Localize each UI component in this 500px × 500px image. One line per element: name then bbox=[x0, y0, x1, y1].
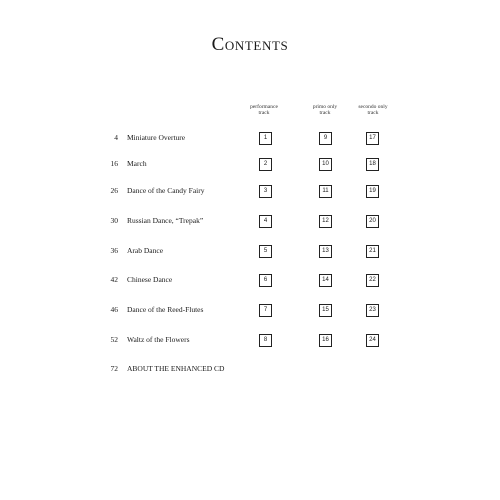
toc-row bbox=[0, 131, 500, 145]
track-number-box: 20 bbox=[366, 215, 379, 228]
column-header-secondo bbox=[343, 104, 403, 116]
track-number-box: 17 bbox=[366, 132, 379, 145]
toc-page-number: 42 bbox=[110, 275, 118, 284]
track-number-box: 16 bbox=[319, 334, 332, 347]
track-number-box: 21 bbox=[366, 245, 379, 258]
track-number-box: 3 bbox=[259, 185, 272, 198]
track-number-box: 19 bbox=[366, 185, 379, 198]
toc-title: March bbox=[127, 159, 147, 168]
toc-page-number: 16 bbox=[110, 159, 118, 168]
column-header-line: track bbox=[258, 110, 270, 116]
track-number-box: 5 bbox=[259, 245, 272, 258]
toc-title: Dance of the Candy Fairy bbox=[127, 186, 205, 195]
track-number-box: 7 bbox=[259, 304, 272, 317]
toc-row bbox=[0, 214, 500, 228]
toc-title: Dance of the Reed-Flutes bbox=[127, 305, 204, 314]
column-header-line: primo only bbox=[312, 104, 338, 110]
track-number-box: 1 bbox=[259, 132, 272, 145]
toc-row bbox=[0, 184, 500, 198]
column-header-line: secondo only bbox=[358, 104, 388, 110]
track-number-box: 6 bbox=[259, 274, 272, 287]
track-number-box: 14 bbox=[319, 274, 332, 287]
track-number-box: 10 bbox=[319, 158, 332, 171]
toc-row bbox=[0, 157, 500, 171]
toc-title: Chinese Dance bbox=[127, 275, 173, 284]
toc-row bbox=[0, 303, 500, 317]
toc-row bbox=[0, 273, 500, 287]
toc-title: Arab Dance bbox=[127, 246, 164, 255]
column-header-line: performance bbox=[250, 104, 278, 110]
column-header-line: track bbox=[319, 110, 331, 116]
track-number-box: 23 bbox=[366, 304, 379, 317]
column-header-performance bbox=[234, 104, 294, 116]
toc-page-number: 30 bbox=[110, 216, 118, 225]
track-number-box: 18 bbox=[366, 158, 379, 171]
toc-title: ABOUT THE ENHANCED CD bbox=[127, 364, 225, 373]
toc-page-number: 52 bbox=[110, 335, 118, 344]
page-title: Contents bbox=[211, 34, 289, 55]
toc-page-number: 26 bbox=[110, 186, 118, 195]
track-number-box: 11 bbox=[319, 185, 332, 198]
track-number-box: 22 bbox=[366, 274, 379, 287]
track-number-box: 13 bbox=[319, 245, 332, 258]
toc-row bbox=[0, 333, 500, 347]
toc-title: Miniature Overture bbox=[127, 133, 186, 142]
toc-page-number: 46 bbox=[110, 305, 118, 314]
track-number-box: 8 bbox=[259, 334, 272, 347]
toc-row bbox=[0, 244, 500, 258]
track-number-box: 24 bbox=[366, 334, 379, 347]
toc-title: Russian Dance, “Trepak” bbox=[127, 216, 204, 225]
track-number-box: 15 bbox=[319, 304, 332, 317]
toc-page-number: 4 bbox=[114, 133, 118, 142]
toc-title: Waltz of the Flowers bbox=[127, 335, 190, 344]
track-number-box: 9 bbox=[319, 132, 332, 145]
toc-row bbox=[0, 362, 500, 376]
column-header-line: track bbox=[367, 110, 379, 116]
toc-page-number: 72 bbox=[110, 364, 118, 373]
toc-page-number: 36 bbox=[110, 246, 118, 255]
track-number-box: 4 bbox=[259, 215, 272, 228]
track-number-box: 12 bbox=[319, 215, 332, 228]
track-number-box: 2 bbox=[259, 158, 272, 171]
